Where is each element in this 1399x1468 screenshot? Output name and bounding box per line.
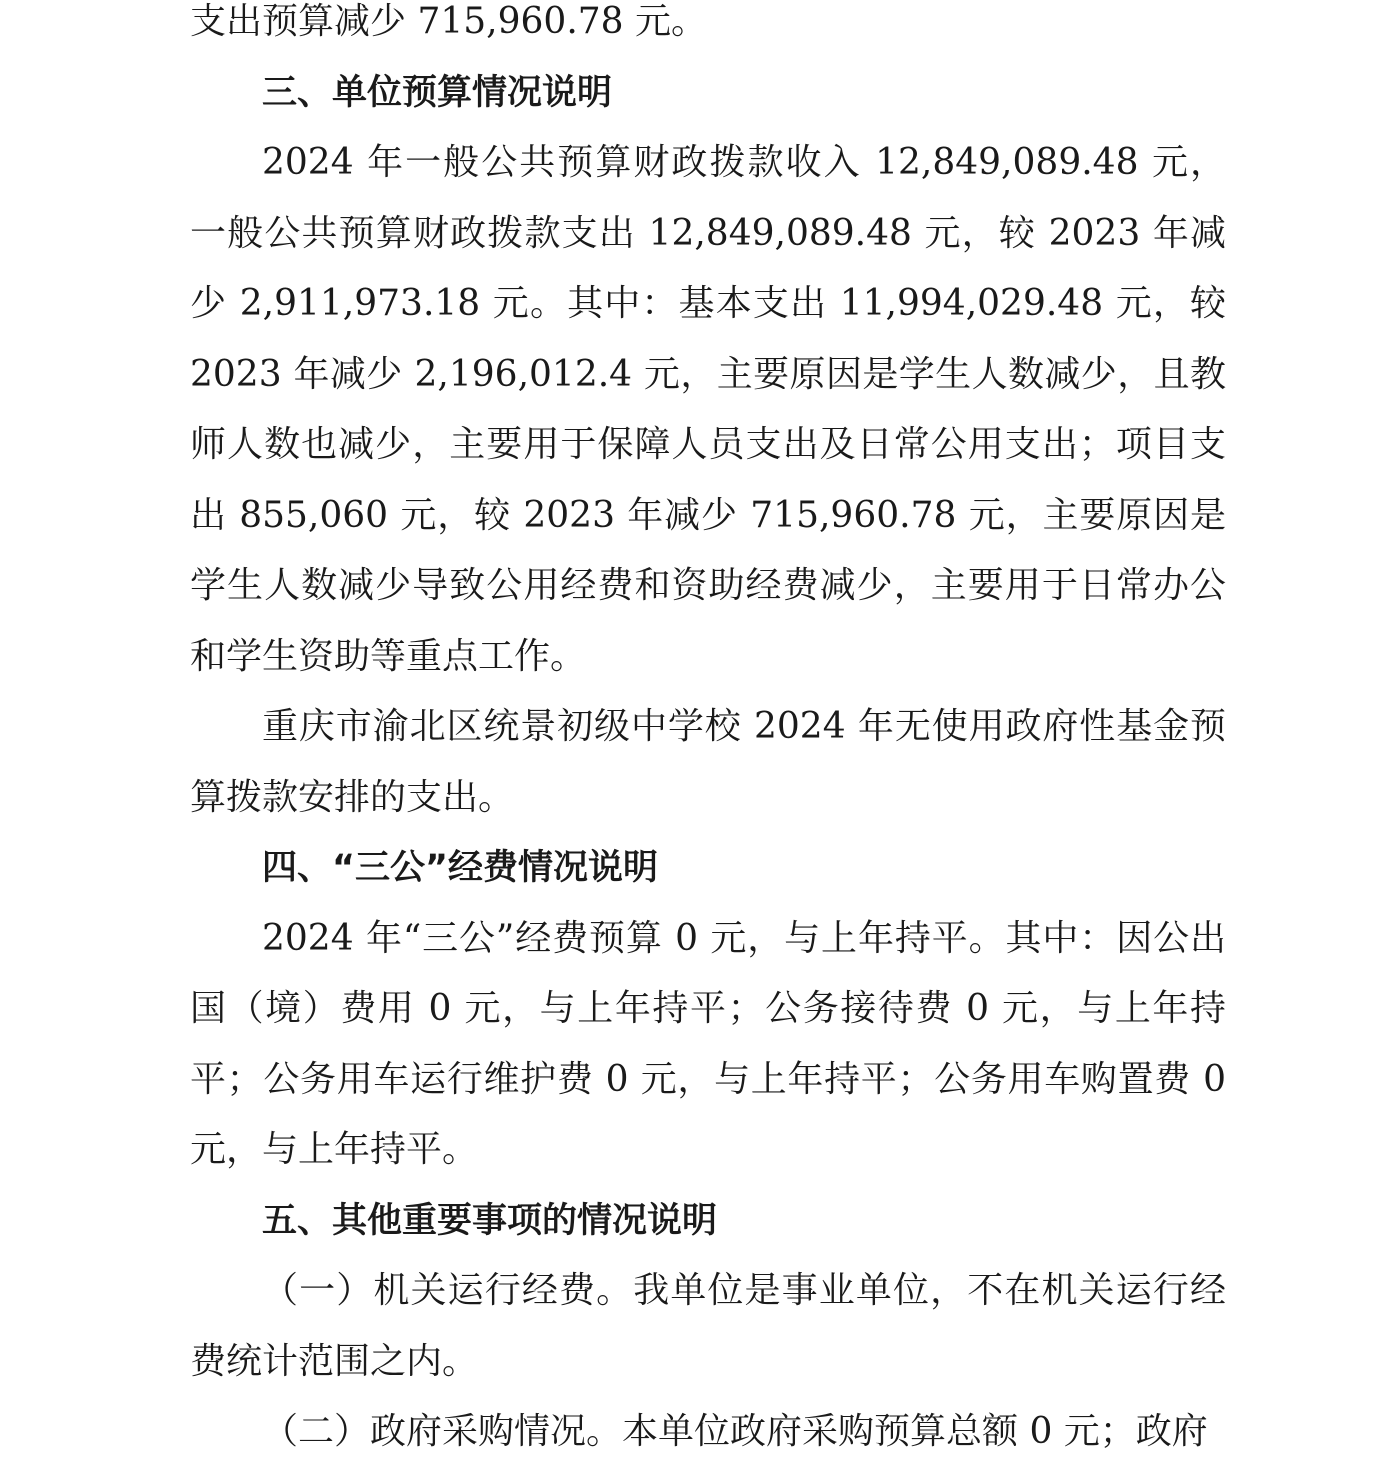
section-3-paragraph-budget: 2024 年一般公共预算财政拨款收入 12,849,089.48 元，一般公共预算财政拨款支出 12,849,089.48 元，较 2023 年减少 2,911,973.18 元。其中：基本支出 11,994,029.48 元，较 2023 年减少 2,196,012.4 元，主要原因是学生人数减少，且教师人数也减少，主要用于保障人员支出及日常公用支出；项目支出 855,060 元，较 2023 年减少 715,960.78 元，主要原因是学生人数减少导致公用经费和资助经费减少，主要用于日常办公和学生资助等重点工作。 [190,142,1226,677]
section-5-item-1: （一）机关运行经费。我单位是事业单位，不在机关运行经费统计范围之内。 [190,1270,1226,1382]
section-5-heading: 五、其他重要事项的情况说明 [262,1200,718,1241]
document-page [190,0,1226,1468]
continuation-paragraph: 支出预算减少 715,960.78 元。 [190,1,708,42]
section-4-heading: 四、“三公”经费情况说明 [262,848,659,888]
section-4-paragraph: 2024 年“三公”经费预算 0 元，与上年持平。其中：因公出国（境）费用 0 元，与上年持平；公务接待费 0 元，与上年持平；公务用车运行维护费 0 元，与上年持平；公务用车购置费 0 元，与上年持平。 [190,917,1226,1170]
section-3-paragraph-fund: 重庆市渝北区统景初级中学校 2024 年无使用政府性基金预算拨款安排的支出。 [190,706,1226,818]
section-3-heading: 三、单位预算情况说明 [262,72,613,113]
section-5-item-2: （二）政府采购情况。本单位政府采购预算总额 0 元；政府 [262,1411,1208,1452]
